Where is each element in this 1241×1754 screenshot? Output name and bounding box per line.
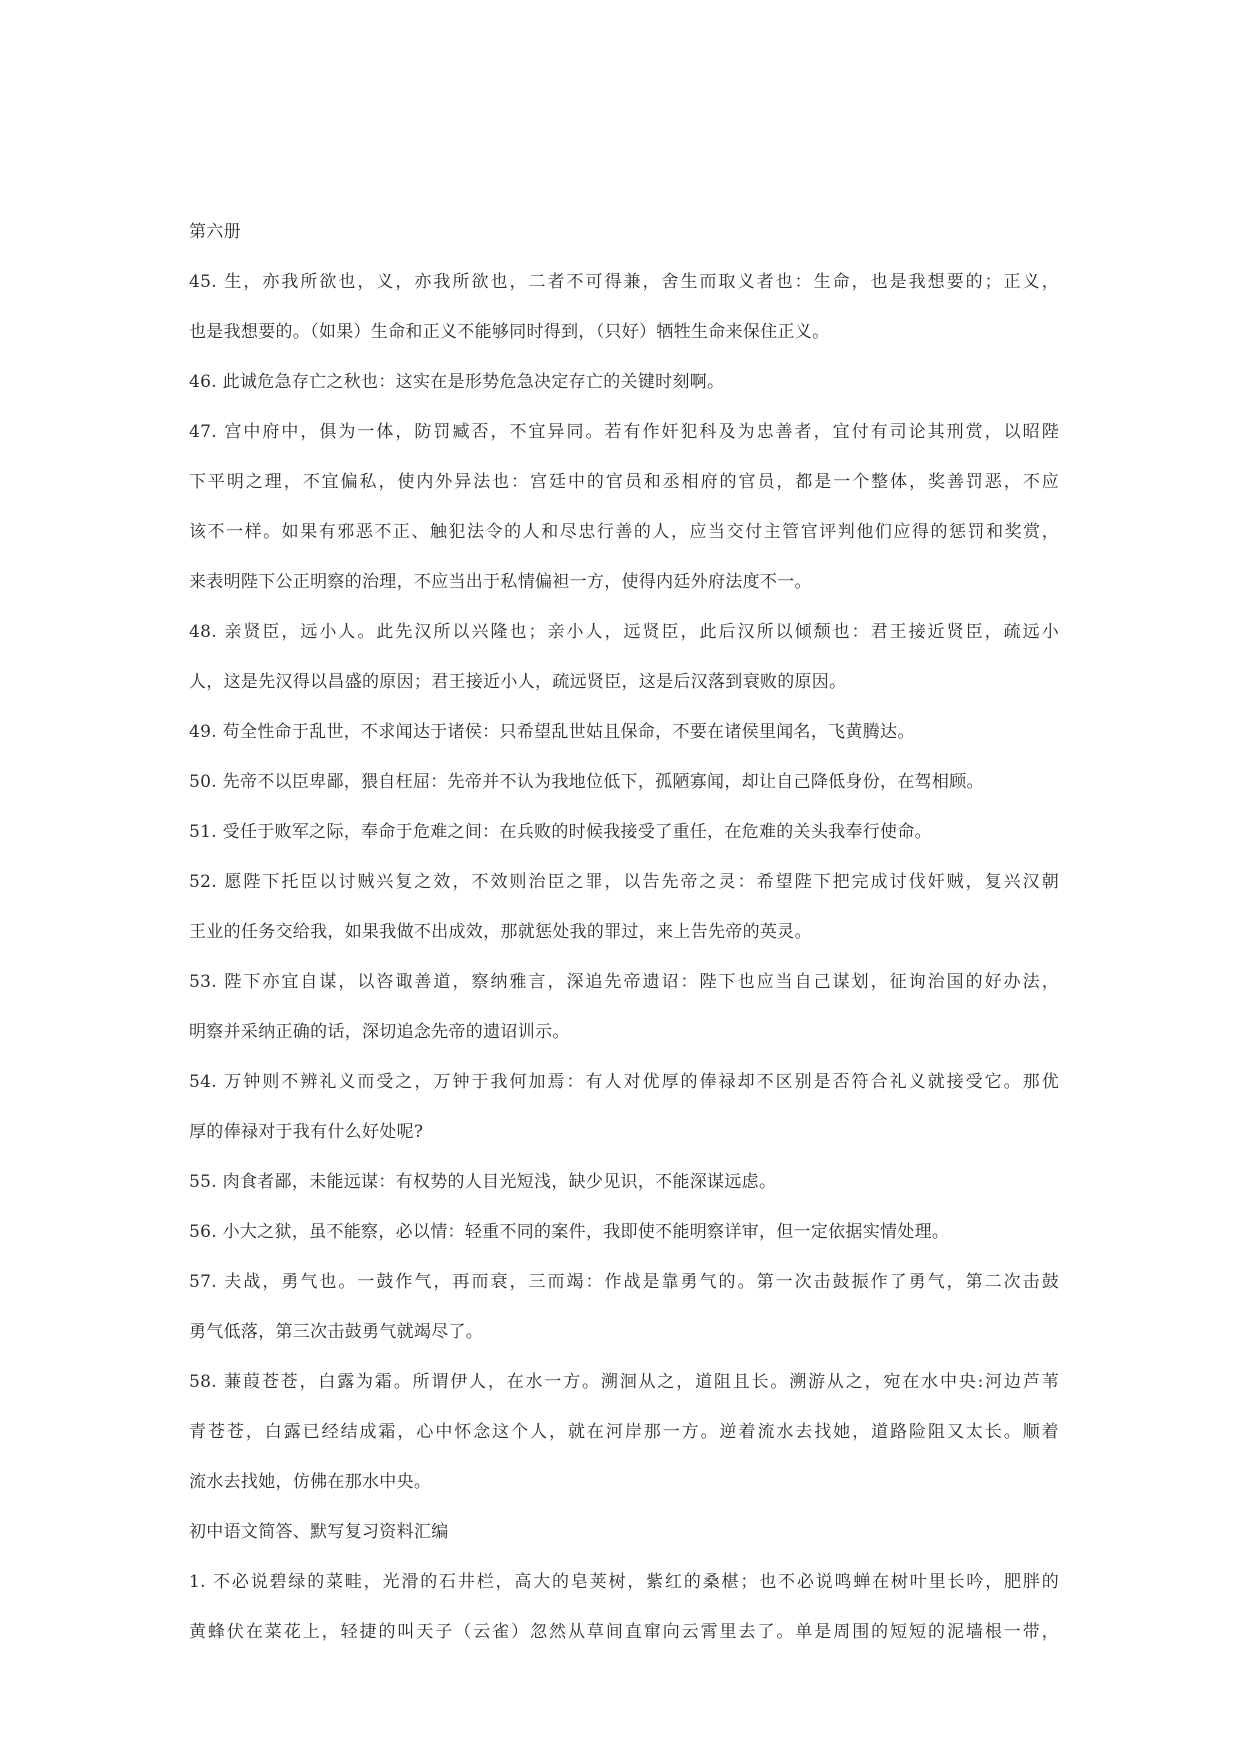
text-line: 流水去找她，仿佛在那水中央。 [189,1472,432,1492]
text-line: 48. 亲贤臣，远小人。此先汉所以兴隆也；亲小人，远贤臣，此后汉所以倾颓也：君王接近贤臣，疏远小 [189,622,1059,642]
text-line: 55. 肉食者鄙，未能远谋：有权势的人目光短浅，缺少见识，不能深谋远虑。 [189,1172,777,1192]
text-line: 50. 先帝不以臣卑鄙，猥自枉屈：先帝并不认为我地位低下，孤陋寡闻，却让自己降低身份，在驾相顾。 [189,772,984,792]
text-line: 人，这是先汉得以昌盛的原因；君王接近小人，疏远贤臣，这是后汉落到衰败的原因。 [189,672,847,692]
text-line: 46. 此诚危急存亡之秋也：这实在是形势危急决定存亡的关键时刻啊。 [189,372,725,392]
text-line: 52. 愿陛下托臣以讨贼兴复之效，不效则治臣之罪，以告先帝之灵：希望陛下把完成讨伐奸贼，复兴汉朝 [189,872,1059,892]
text-line: 初中语文简答、默写复习资料汇编 [189,1522,449,1542]
text-line: 53. 陛下亦宜自谋，以咨诹善道，察纳雅言，深追先帝遗诏：陛下也应当自己谋划，征询治国的好办法， [189,972,1059,992]
text-line: 56. 小大之狱，虽不能察，必以情：轻重不同的案件，我即使不能明察详审，但一定依据实情处理。 [189,1222,950,1242]
text-line: 57. 夫战，勇气也。一鼓作气，再而衰，三而竭：作战是靠勇气的。第一次击鼓振作了勇气，第二次击鼓 [189,1272,1059,1292]
text-line: 51. 受任于败军之际，奉命于危难之间：在兵败的时候我接受了重任，在危难的关头我奉行使命。 [189,822,932,842]
text-line: 青苍苍，白露已经结成霜，心中怀念这个人，就在河岸那一方。逆着流水去找她，道路险阻又太长。顺着 [189,1422,1059,1442]
text-line: 也是我想要的。（如果）生命和正义不能够同时得到，（只好）牺牲生命来保住正义。 [189,322,830,342]
text-line: 勇气低落，第三次击鼓勇气就竭尽了。 [189,1322,484,1342]
text-line: 王业的任务交给我，如果我做不出成效，那就惩处我的罪过，来上告先帝的英灵。 [189,922,812,942]
text-line: 47. 宫中府中，俱为一体，防罚臧否，不宜异同。若有作奸犯科及为忠善者，宜付有司论其刑赏，以昭陛 [189,422,1059,442]
text-line: 49. 苟全性命于乱世，不求闻达于诸侯：只希望乱世姑且保命，不要在诸侯里闻名，飞黄腾达。 [189,722,915,742]
text-line: 45. 生，亦我所欲也，义，亦我所欲也，二者不可得兼，舍生而取义者也：生命，也是我想要的；正义， [189,272,1059,292]
document-body [189,207,1059,1657]
text-line: 黄蜂伏在菜花上，轻捷的叫天子（云雀）忽然从草间直窜向云霄里去了。单是周围的短短的泥墙根一带， [189,1622,1059,1642]
text-line: 1. 不必说碧绿的菜畦，光滑的石井栏，高大的皂荚树，紫红的桑椹；也不必说鸣蝉在树叶里长吟，肥胖的 [189,1572,1059,1592]
text-line: 来表明陛下公正明察的治理，不应当出于私情偏袒一方，使得内廷外府法度不一。 [189,572,812,592]
text-line: 58. 蒹葭苍苍，白露为霜。所谓伊人，在水一方。溯洄从之，道阻且长。溯游从之，宛在水中央:河边芦苇 [189,1372,1059,1392]
text-line: 54. 万钟则不辨礼义而受之，万钟于我何加焉：有人对优厚的俸禄却不区别是否符合礼义就接受它。那优 [189,1072,1059,1092]
text-line: 明察并采纳正确的话，深切追念先帝的遗诏训示。 [189,1022,570,1042]
text-line: 下平明之理，不宜偏私，使内外异法也：宫廷中的官员和丞相府的官员，都是一个整体，奖善罚恶，不应 [189,472,1059,492]
text-line: 厚的俸禄对于我有什么好处呢? [189,1122,424,1142]
text-line: 该不一样。如果有邪恶不正、触犯法令的人和尽忠行善的人，应当交付主管官评判他们应得的惩罚和奖赏， [189,522,1059,542]
text-line: 第六册 [189,222,241,242]
